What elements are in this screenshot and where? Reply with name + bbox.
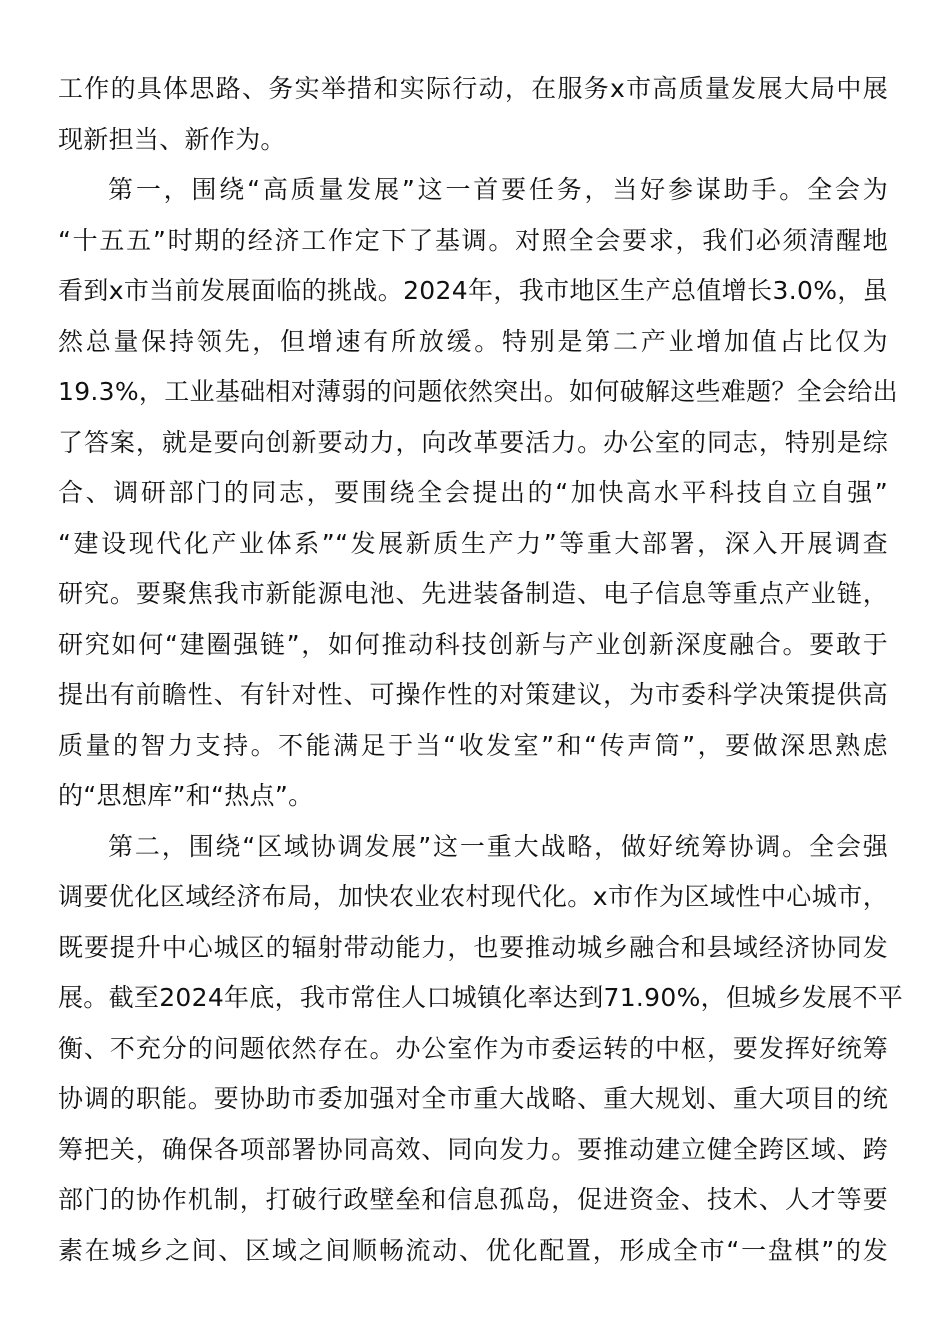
text-line: 然总量保持领先，但增速有所放缓。特别是第二产业增加值占比仅为 xyxy=(58,326,888,356)
text-line: 了答案，就是要向创新要动力，向改革要活力。办公室的同志，特别是综 xyxy=(58,427,888,457)
text-line: 现新担当、新作为。 xyxy=(58,124,286,154)
body-text xyxy=(58,64,904,1276)
text-line: 调要优化区域经济布局，加快农业农村现代化。x市作为区域性中心城市， xyxy=(58,882,888,911)
text-line: 展。截至2024年底，我市常住人口城镇化率达到71.90%，但城乡发展不平 xyxy=(58,983,904,1012)
text-line: 研究如何“建圈强链”，如何推动科技创新与产业创新深度融合。要敢于 xyxy=(58,629,888,659)
text-line: 的“思想库”和“热点”。 xyxy=(58,781,314,810)
text-line: 衡、不充分的问题依然存在。办公室作为市委运转的中枢，要发挥好统筹 xyxy=(58,1033,888,1063)
text-line: 筹把关，确保各项部署协同高效、同向发力。要推动建立健全跨区域、跨 xyxy=(58,1134,888,1164)
text-line: 提出有前瞻性、有针对性、可操作性的对策建议，为市委科学决策提供高 xyxy=(58,680,888,709)
text-line: 质量的智力支持。不能满足于当“收发室”和“传声筒”，要做深思熟虑 xyxy=(58,730,888,760)
text-line: “建设现代化产业体系”“发展新质生产力”等重大部署，深入开展调查 xyxy=(58,528,888,558)
text-line: 研究。要聚焦我市新能源电池、先进装备制造、电子信息等重点产业链， xyxy=(58,579,888,608)
text-line: 协调的职能。要协助市委加强对全市重大战略、重大规划、重大项目的统 xyxy=(58,1084,888,1113)
text-line: 看到x市当前发展面临的挑战。2024年，我市地区生产总值增长3.0%，虽 xyxy=(58,276,888,305)
text-line: 工作的具体思路、务实举措和实际行动，在服务x市高质量发展大局中展 xyxy=(58,74,888,103)
text-line: “十五五”时期的经济工作定下了基调。对照全会要求，我们必须清醒地 xyxy=(58,225,888,255)
text-line: 19.3%，工业基础相对薄弱的问题依然突出。如何破解这些难题？全会给出 xyxy=(58,377,898,406)
text-line: 素在城乡之间、区域之间顺畅流动、优化配置，形成全市“一盘棋”的发 xyxy=(58,1235,888,1265)
text-line: 既要提升中心城区的辐射带动能力，也要推动城乡融合和县域经济协同发 xyxy=(58,932,888,962)
text-line: 合、调研部门的同志，要围绕全会提出的“加快高水平科技自立自强” xyxy=(58,478,888,507)
text-line: 第二，围绕“区域协调发展”这一重大战略，做好统筹协调。全会强 xyxy=(108,831,888,861)
text-line: 第一，围绕“高质量发展”这一首要任务，当好参谋助手。全会为 xyxy=(108,175,888,204)
text-line: 部门的协作机制，打破行政壁垒和信息孤岛，促进资金、技术、人才等要 xyxy=(58,1185,888,1214)
